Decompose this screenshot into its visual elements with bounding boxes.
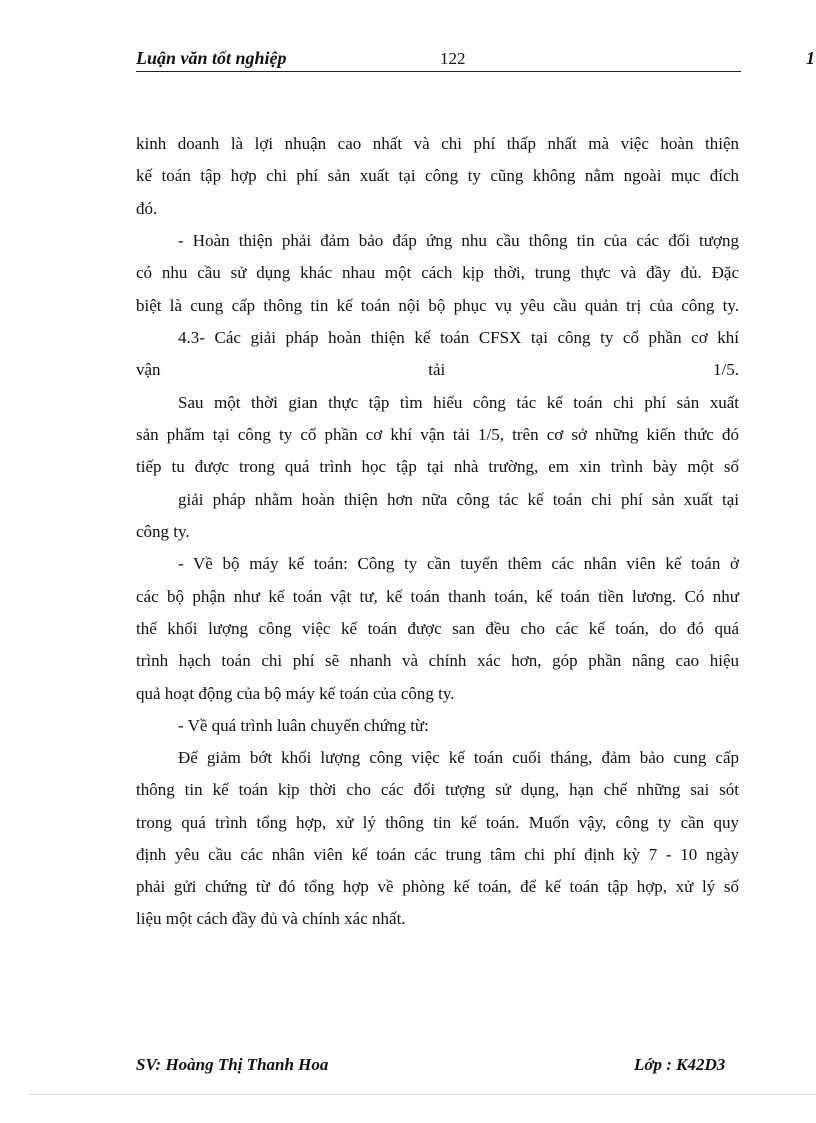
text-line: quả hoạt động của bộ máy kế toán của công ty. [136,684,455,703]
text-line: kinh doanh là lợi nhuận cao nhất và chi phí thấp nhất mà việc hoàn thiện [136,134,739,153]
text-line: - Về quá trình luân chuyển chứng từ: [178,716,429,735]
text-line: trong quá trình tổng hợp, xử lý thông tin kế toán. Muốn vậy, công ty cần quy [136,813,739,832]
header-right-fragment: 1 [806,48,815,68]
footer-divider [30,1094,816,1095]
text-line: có nhu cầu sử dụng khác nhau một cách kịp thời, trung thực và đầy đủ. Đặc [136,263,739,282]
text-line: giải pháp nhằm hoàn thiện hơn nữa công tác kế toán chi phí sản xuất tại [178,490,739,509]
header-rule [136,71,741,72]
footer-class: Lớp : K42D3 [634,1055,726,1074]
text-line: - Về bộ máy kế toán: Công ty cần tuyển thêm các nhân viên kế toán ở [178,554,739,573]
text-line: Để giảm bớt khối lượng công việc kế toán cuối tháng, đảm bảo cung cấp [178,748,739,767]
text-line: biệt là cung cấp thông tin kế toán nội bộ phục vụ yêu cầu quản trị của công ty. [136,296,739,315]
page-number: 122 [440,49,466,68]
text-line: kế toán tập hợp chi phí sản xuất tại công ty cũng không nằm ngoài mục đích [136,166,739,185]
text-line: phải gửi chứng từ đó tổng hợp về phòng kế toán, để kế toán tập hợp, xử lý số [136,877,739,896]
text-line: công ty. [136,522,190,541]
text-line: tiếp tu được trong quá trình học tập tại nhà trường, em xin trình bày một số [136,457,739,476]
footer-student-name: SV: Hoàng Thị Thanh Hoa [136,1055,329,1074]
text-line: Sau một thời gian thực tập tìm hiểu công tác kế toán chi phí sản xuất [178,393,739,412]
text-line: thế khối lượng công việc kế toán được san đều cho các kế toán, do đó quá [136,619,739,638]
text-line: sản phẩm tại công ty cổ phần cơ khí vận tải 1/5, trên cơ sở những kiến thức đó [136,425,739,444]
text-line: - Hoàn thiện phải đảm bảo đáp ứng nhu cầu thông tin của các đối tượng [178,231,739,250]
text-line: trình hạch toán chi phí sẽ nhanh và chính xác hơn, góp phần nâng cao hiệu [136,651,739,670]
section-heading-line: 4.3- Các giải pháp hoàn thiện kế toán CFSX tại công ty cổ phần cơ khí [178,328,739,347]
text-line: đó. [136,199,158,218]
header-title: Luận văn tốt nghiệp [136,48,287,68]
text-line: thông tin kế toán kịp thời cho các đối tượng sử dụng, hạn chế những sai sót [136,780,739,799]
text-line: liệu một cách đầy đủ và chính xác nhất. [136,909,406,928]
text-line: các bộ phận như kế toán vật tư, kế toán thanh toán, kế toán tiền lương. Có như [136,587,739,606]
text-line: định yêu cầu các nhân viên kế toán các trung tâm chi phí định kỳ 7 - 10 ngày [136,845,739,864]
section-heading-line: vận tải 1/5. [136,360,739,379]
